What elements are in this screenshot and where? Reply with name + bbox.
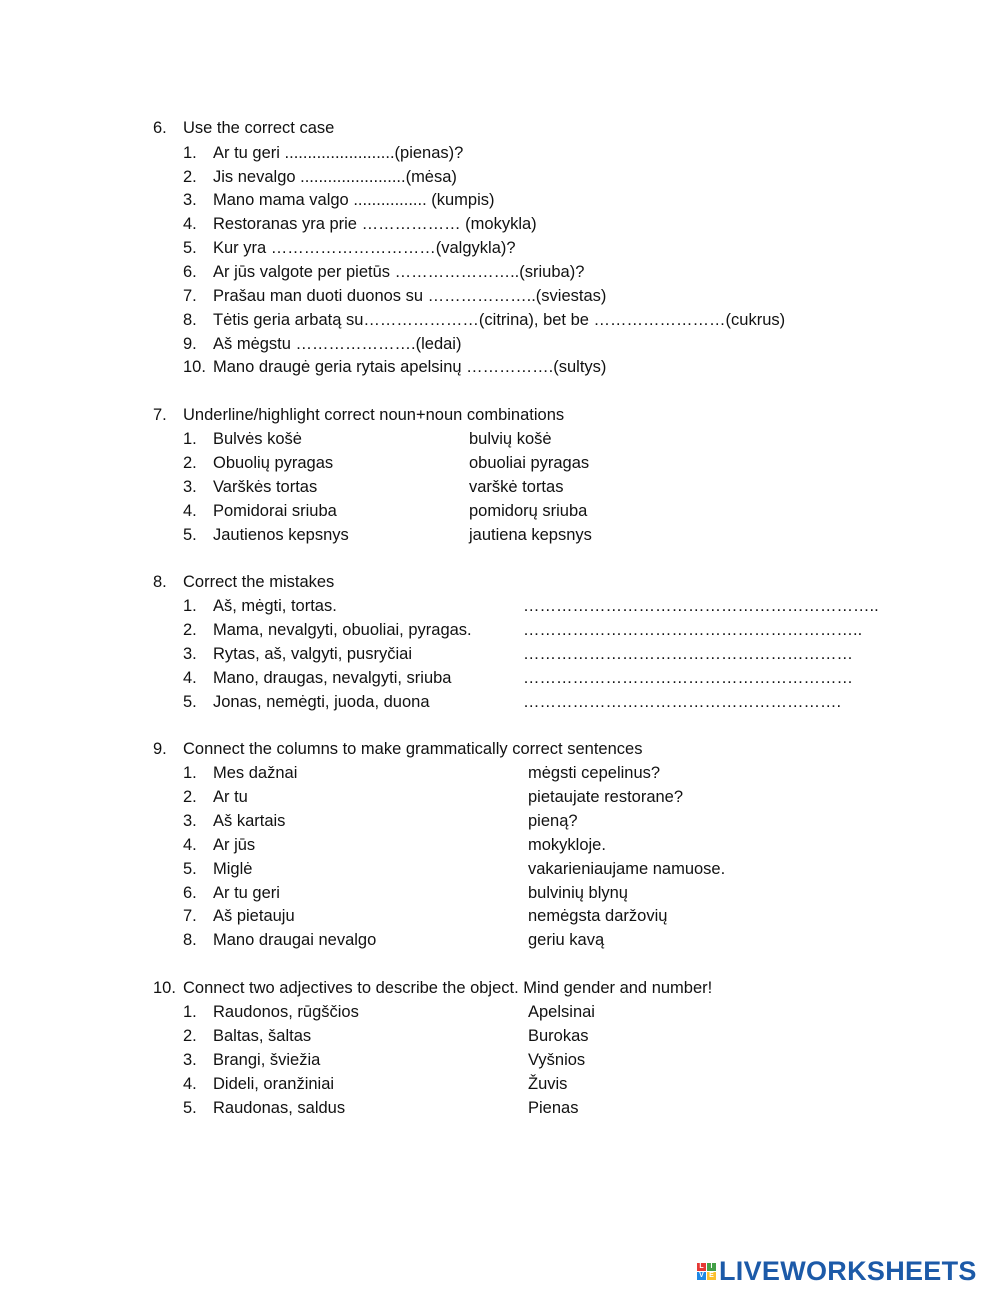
column-left-item[interactable]: Raudonos, rūgščios	[213, 1003, 359, 1021]
option-right[interactable]: obuoliai pyragas	[469, 454, 590, 472]
column-right-item[interactable]: mokykloje.	[528, 836, 606, 854]
option-right[interactable]: pomidorų sriuba	[469, 502, 588, 520]
logo-letter: E	[707, 1272, 716, 1280]
section-title: Underline/highlight correct noun+noun combinations	[183, 406, 565, 424]
item-text: Ar tu geri ........................(pienas)?	[213, 144, 464, 162]
item-number: 2.	[183, 1027, 197, 1045]
item-number: 5.	[183, 860, 197, 878]
column-right-item[interactable]: pietaujate restorane?	[528, 788, 684, 806]
section-title: Correct the mistakes	[183, 573, 335, 591]
item-number: 4.	[183, 1075, 197, 1093]
answer-field[interactable]: ……………………………………………………	[523, 645, 853, 663]
logo-letter: I	[707, 1263, 716, 1271]
section-number: 10.	[153, 979, 176, 997]
item-number: 4.	[183, 836, 197, 854]
item-number: 10.	[183, 358, 206, 376]
column-left-item[interactable]: Dideli, oranžiniai	[213, 1075, 335, 1093]
item-text: Ar jūs valgote per pietūs …………………..(sriuba)?	[213, 263, 585, 281]
item-number: 3.	[183, 191, 197, 209]
option-right[interactable]: bulvių košė	[469, 430, 552, 448]
section-8-heading	[153, 573, 334, 592]
answer-field[interactable]: ………………………………………………….	[523, 693, 842, 711]
column-left-item[interactable]: Ar tu geri	[213, 884, 280, 902]
column-right-item[interactable]: pieną?	[528, 812, 578, 830]
section-number: 7.	[153, 406, 167, 424]
item-number: 3.	[183, 478, 197, 496]
column-right-item[interactable]: Žuvis	[528, 1075, 568, 1093]
column-right-item[interactable]: Apelsinai	[528, 1003, 595, 1021]
section-number: 9.	[153, 740, 167, 758]
item-text: Kur yra …………………………(valgykla)?	[213, 239, 516, 257]
item-number: 5.	[183, 526, 197, 544]
column-right-item[interactable]: Pienas	[528, 1099, 579, 1117]
column-left-item[interactable]: Aš pietauju	[213, 907, 295, 925]
item-text: Aš mėgstu ………………….(ledai)	[213, 335, 462, 353]
column-left-item[interactable]: Ar tu	[213, 788, 248, 806]
item-number: 9.	[183, 335, 197, 353]
item-number: 5.	[183, 239, 197, 257]
item-number: 1.	[183, 597, 197, 615]
item-text: Prašau man duoti duonos su ………………..(sviestas)	[213, 287, 607, 305]
answer-field[interactable]: ……………………………………………………..	[523, 621, 863, 639]
section-title: Connect the columns to make grammatically correct sentences	[183, 740, 643, 758]
item-text: Mano mama valgo ................ (kumpis)	[213, 191, 495, 209]
option-right[interactable]: jautiena kepsnys	[469, 526, 592, 544]
column-right-item[interactable]: geriu kavą	[528, 931, 605, 949]
logo-icon	[697, 1263, 716, 1280]
answer-field[interactable]: ……………………………………………………	[523, 669, 853, 687]
column-left-item[interactable]: Miglė	[213, 860, 253, 878]
item-number: 3.	[183, 645, 197, 663]
item-number: 2.	[183, 454, 197, 472]
item-number: 6.	[183, 884, 197, 902]
item-number: 7.	[183, 907, 197, 925]
section-10-heading	[153, 979, 712, 998]
logo-letter: L	[697, 1263, 706, 1271]
column-right-item[interactable]: vakarieniaujame namuose.	[528, 860, 726, 878]
section-number: 6.	[153, 119, 167, 137]
item-number: 1.	[183, 144, 197, 162]
item-number: 5.	[183, 1099, 197, 1117]
option-left[interactable]: Bulvės košė	[213, 430, 302, 448]
option-left[interactable]: Obuolių pyragas	[213, 454, 334, 472]
column-right-item[interactable]: mėgsti cepelinus?	[528, 764, 661, 782]
section-6-heading	[153, 119, 334, 138]
column-left-item[interactable]: Baltas, šaltas	[213, 1027, 312, 1045]
item-number: 4.	[183, 669, 197, 687]
item-text: Aš, mėgti, tortas.	[213, 597, 337, 615]
column-right-item[interactable]: bulvinių blynų	[528, 884, 628, 902]
item-number: 1.	[183, 764, 197, 782]
column-right-item[interactable]: Vyšnios	[528, 1051, 586, 1069]
column-left-item[interactable]: Mes dažnai	[213, 764, 298, 782]
item-number: 4.	[183, 502, 197, 520]
option-left[interactable]: Varškės tortas	[213, 478, 318, 496]
column-right-item[interactable]: Burokas	[528, 1027, 589, 1045]
item-number: 2.	[183, 168, 197, 186]
section-7-heading	[153, 406, 564, 425]
column-right-item[interactable]: nemėgsta daržovių	[528, 907, 668, 925]
item-text: Mano draugė geria rytais apelsinų …………….(sultys)	[213, 358, 607, 376]
item-number: 3.	[183, 812, 197, 830]
item-number: 1.	[183, 1003, 197, 1021]
liveworksheets-logo	[697, 1254, 997, 1288]
item-text: Mama, nevalgyti, obuoliai, pyragas.	[213, 621, 472, 639]
item-number: 5.	[183, 693, 197, 711]
column-left-item[interactable]: Aš kartais	[213, 812, 286, 830]
logo-letter: V	[697, 1272, 706, 1280]
section-title: Connect two adjectives to describe the object. Mind gender and number!	[183, 979, 713, 997]
column-left-item[interactable]: Raudonas, saldus	[213, 1099, 346, 1117]
option-left[interactable]: Jautienos kepsnys	[213, 526, 349, 544]
item-text: Tėtis geria arbatą su…………………(citrina), bet be ……………………(cukrus)	[213, 311, 786, 329]
item-number: 1.	[183, 430, 197, 448]
item-number: 8.	[183, 931, 197, 949]
logo-text: LIVEWORKSHEETS	[719, 1255, 977, 1286]
option-left[interactable]: Pomidorai sriuba	[213, 502, 337, 520]
column-left-item[interactable]: Brangi, šviežia	[213, 1051, 321, 1069]
item-number: 8.	[183, 311, 197, 329]
column-left-item[interactable]: Mano draugai nevalgo	[213, 931, 377, 949]
section-9-heading	[153, 740, 642, 759]
item-number: 7.	[183, 287, 197, 305]
item-number: 4.	[183, 215, 197, 233]
item-text: Mano, draugas, nevalgyti, sriuba	[213, 669, 452, 687]
item-number: 2.	[183, 621, 197, 639]
answer-field[interactable]: ………………………………………………………..	[523, 597, 879, 615]
item-number: 3.	[183, 1051, 197, 1069]
item-text: Jis nevalgo .......................(mėsa)	[213, 168, 457, 186]
option-right[interactable]: varškė tortas	[469, 478, 564, 496]
column-left-item[interactable]: Ar jūs	[213, 836, 256, 854]
item-text: Restoranas yra prie ……………… (mokykla)	[213, 215, 537, 233]
section-title: Use the correct case	[183, 119, 335, 137]
item-text: Jonas, nemėgti, juoda, duona	[213, 693, 430, 711]
item-number: 6.	[183, 263, 197, 281]
section-number: 8.	[153, 573, 167, 591]
item-number: 2.	[183, 788, 197, 806]
item-text: Rytas, aš, valgyti, pusryčiai	[213, 645, 412, 663]
